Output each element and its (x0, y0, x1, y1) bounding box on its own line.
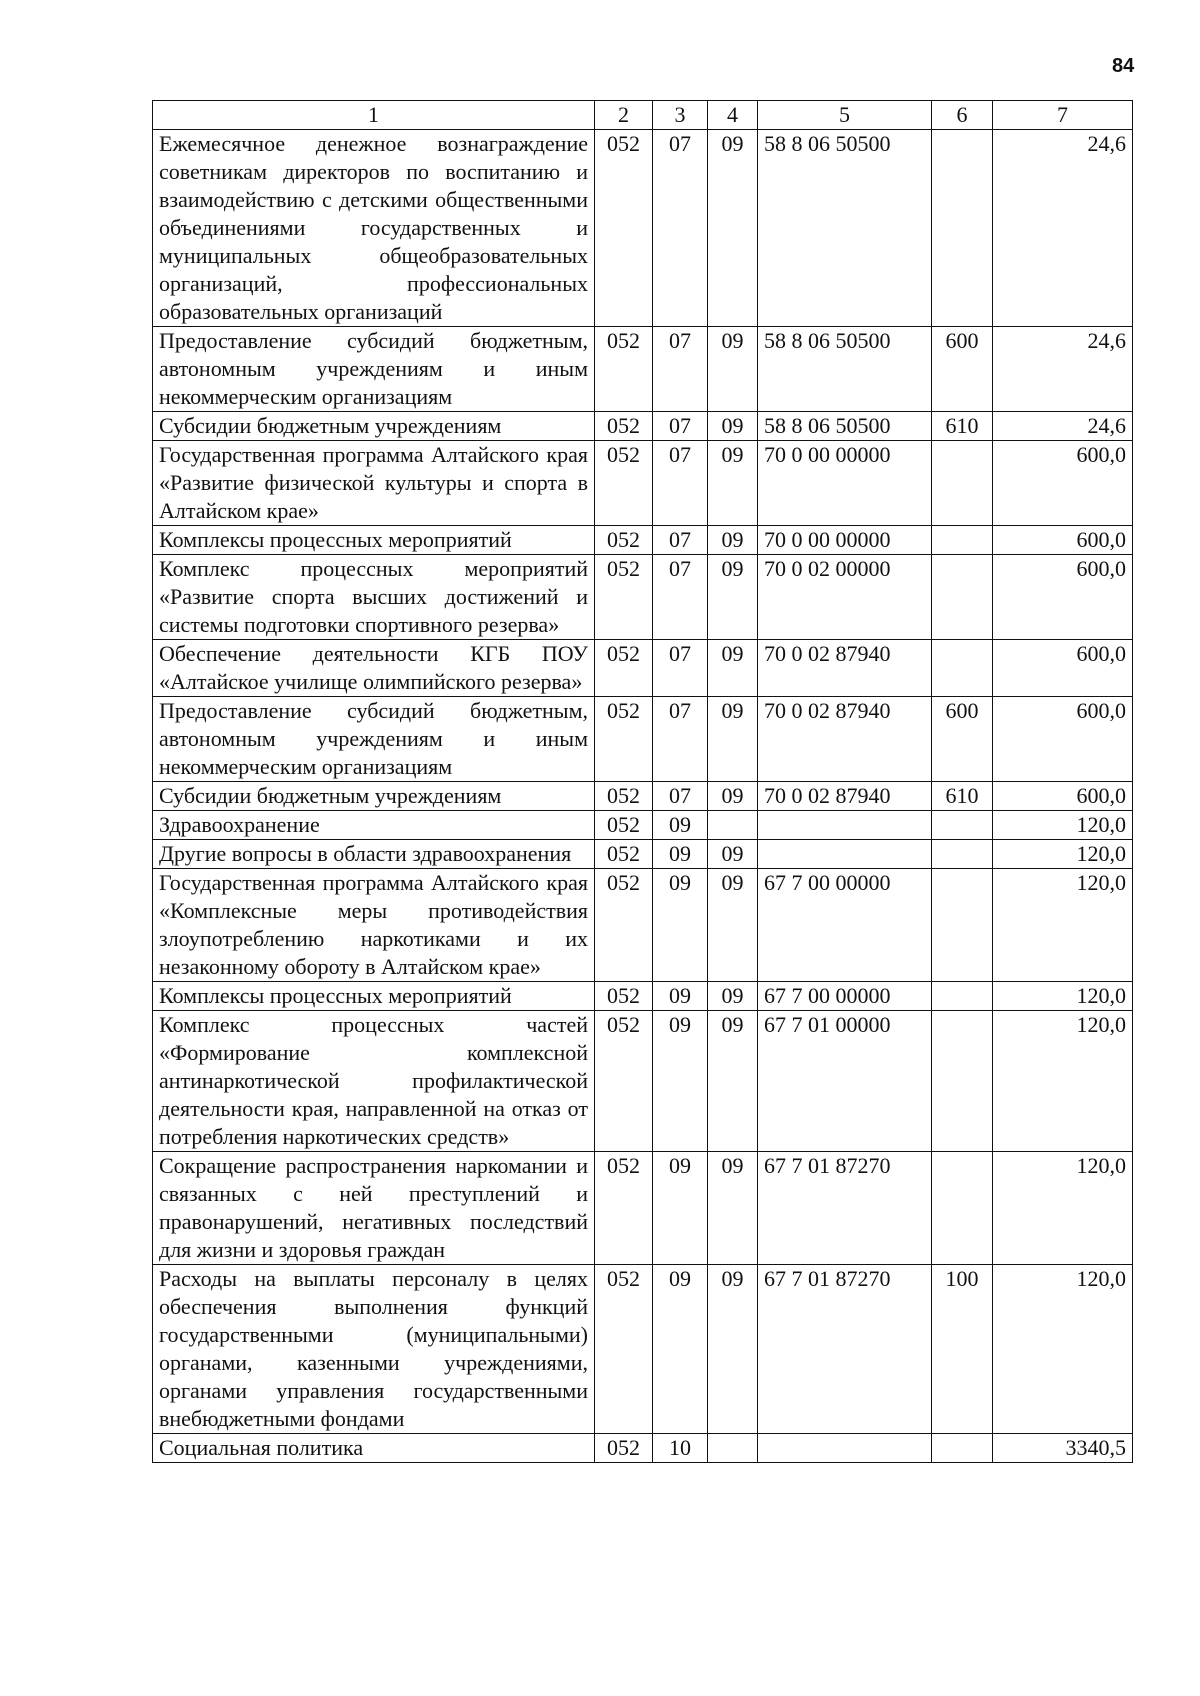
row-col-7: 120,0 (993, 811, 1133, 840)
row-description: Государственная программа Алтайского края «Комплексные меры противодействия злоупотреблению наркотиками и их незаконному обороту в Алтайском крае» (153, 869, 595, 982)
header-col-4: 4 (708, 101, 758, 130)
row-col-3: 07 (653, 640, 708, 697)
row-col-4 (708, 1434, 758, 1463)
table-body (153, 130, 1133, 1463)
row-col-2: 052 (595, 555, 653, 640)
row-col-5 (758, 811, 932, 840)
row-col-7: 600,0 (993, 697, 1133, 782)
row-col-2: 052 (595, 640, 653, 697)
row-col-5: 67 7 01 87270 (758, 1265, 932, 1434)
row-col-2: 052 (595, 1434, 653, 1463)
row-description: Субсидии бюджетным учреждениям (153, 412, 595, 441)
row-col-4: 09 (708, 840, 758, 869)
row-col-2: 052 (595, 840, 653, 869)
row-col-3: 10 (653, 1434, 708, 1463)
row-col-2: 052 (595, 327, 653, 412)
row-col-6: 600 (932, 327, 993, 412)
row-col-7: 24,6 (993, 412, 1133, 441)
row-col-2: 052 (595, 811, 653, 840)
row-col-3: 09 (653, 811, 708, 840)
header-col-2: 2 (595, 101, 653, 130)
row-col-3: 09 (653, 982, 708, 1011)
row-col-6 (932, 840, 993, 869)
row-col-5: 67 7 00 00000 (758, 869, 932, 982)
row-col-7: 120,0 (993, 1265, 1133, 1434)
row-col-5: 67 7 01 00000 (758, 1011, 932, 1152)
row-col-4: 09 (708, 1265, 758, 1434)
table-row (153, 869, 1133, 982)
row-col-3: 07 (653, 555, 708, 640)
row-description: Другие вопросы в области здравоохранения (153, 840, 595, 869)
row-col-7: 600,0 (993, 526, 1133, 555)
row-col-7: 3340,5 (993, 1434, 1133, 1463)
row-col-6 (932, 1011, 993, 1152)
row-col-4: 09 (708, 1152, 758, 1265)
table-row (153, 1152, 1133, 1265)
row-col-7: 600,0 (993, 640, 1133, 697)
table-row (153, 1434, 1133, 1463)
row-col-3: 07 (653, 697, 708, 782)
row-col-4: 09 (708, 640, 758, 697)
row-col-7: 120,0 (993, 1152, 1133, 1265)
row-col-7: 600,0 (993, 782, 1133, 811)
row-col-6 (932, 869, 993, 982)
row-col-2: 052 (595, 412, 653, 441)
row-description: Комплексы процессных мероприятий (153, 982, 595, 1011)
row-col-4: 09 (708, 869, 758, 982)
row-description: Здравоохранение (153, 811, 595, 840)
row-col-5: 70 0 02 87940 (758, 782, 932, 811)
row-col-6: 600 (932, 697, 993, 782)
header-col-7: 7 (993, 101, 1133, 130)
row-col-4: 09 (708, 1011, 758, 1152)
header-col-1: 1 (153, 101, 595, 130)
table-row (153, 526, 1133, 555)
row-description: Комплекс процессных частей «Формирование комплексной антинаркотической профилактической деятельности края, направленной на отказ от потребления наркотических средств» (153, 1011, 595, 1152)
row-col-7: 600,0 (993, 555, 1133, 640)
row-col-5 (758, 840, 932, 869)
table-header-row (153, 101, 1133, 130)
row-col-7: 24,6 (993, 327, 1133, 412)
table-row (153, 130, 1133, 327)
table-row (153, 555, 1133, 640)
row-col-3: 09 (653, 869, 708, 982)
row-col-6 (932, 526, 993, 555)
row-col-6 (932, 1152, 993, 1265)
header-col-5: 5 (758, 101, 932, 130)
row-description: Социальная политика (153, 1434, 595, 1463)
row-col-3: 09 (653, 840, 708, 869)
row-description: Предоставление субсидий бюджетным, автономным учреждениям и иным некоммерческим организациям (153, 327, 595, 412)
row-col-4: 09 (708, 130, 758, 327)
row-description: Комплекс процессных мероприятий «Развитие спорта высших достижений и системы подготовки спортивного резерва» (153, 555, 595, 640)
row-col-4: 09 (708, 982, 758, 1011)
row-col-2: 052 (595, 1152, 653, 1265)
row-col-5: 67 7 00 00000 (758, 982, 932, 1011)
row-col-6 (932, 441, 993, 526)
row-col-2: 052 (595, 1011, 653, 1152)
row-col-7: 120,0 (993, 869, 1133, 982)
table-row (153, 640, 1133, 697)
row-description: Субсидии бюджетным учреждениям (153, 782, 595, 811)
table-row (153, 441, 1133, 526)
row-col-3: 09 (653, 1152, 708, 1265)
table-row (153, 1011, 1133, 1152)
row-col-6 (932, 1434, 993, 1463)
table-row (153, 811, 1133, 840)
row-col-2: 052 (595, 869, 653, 982)
row-col-2: 052 (595, 130, 653, 327)
row-col-6 (932, 811, 993, 840)
row-col-5 (758, 1434, 932, 1463)
row-col-6 (932, 130, 993, 327)
row-col-6: 610 (932, 412, 993, 441)
row-col-2: 052 (595, 982, 653, 1011)
header-col-6: 6 (932, 101, 993, 130)
row-col-4 (708, 811, 758, 840)
row-col-5: 70 0 00 00000 (758, 441, 932, 526)
row-col-5: 70 0 02 87940 (758, 640, 932, 697)
table-row (153, 982, 1133, 1011)
row-col-3: 07 (653, 327, 708, 412)
row-col-3: 07 (653, 782, 708, 811)
row-col-4: 09 (708, 782, 758, 811)
row-description: Государственная программа Алтайского края «Развитие физической культуры и спорта в Алтайском крае» (153, 441, 595, 526)
row-col-6 (932, 640, 993, 697)
row-col-6 (932, 982, 993, 1011)
row-description: Предоставление субсидий бюджетным, автономным учреждениям и иным некоммерческим организациям (153, 697, 595, 782)
row-col-6: 100 (932, 1265, 993, 1434)
row-col-5: 70 0 00 00000 (758, 526, 932, 555)
row-col-7: 120,0 (993, 1011, 1133, 1152)
row-col-6 (932, 555, 993, 640)
row-col-6: 610 (932, 782, 993, 811)
row-col-3: 09 (653, 1265, 708, 1434)
row-col-7: 120,0 (993, 840, 1133, 869)
table-row (153, 327, 1133, 412)
row-col-4: 09 (708, 327, 758, 412)
budget-table (152, 100, 1133, 1463)
table-row (153, 697, 1133, 782)
row-col-7: 600,0 (993, 441, 1133, 526)
row-col-2: 052 (595, 441, 653, 526)
page-number: 84 (1112, 55, 1135, 77)
row-description: Сокращение распространения наркомании и связанных с ней преступлений и правонарушений, негативных последствий для жизни и здоровья граждан (153, 1152, 595, 1265)
row-col-4: 09 (708, 555, 758, 640)
row-col-5: 70 0 02 00000 (758, 555, 932, 640)
table-row (153, 782, 1133, 811)
row-col-4: 09 (708, 441, 758, 526)
row-description: Комплексы процессных мероприятий (153, 526, 595, 555)
row-col-5: 67 7 01 87270 (758, 1152, 932, 1265)
row-col-7: 24,6 (993, 130, 1133, 327)
row-col-3: 07 (653, 526, 708, 555)
row-col-3: 07 (653, 130, 708, 327)
row-col-5: 58 8 06 50500 (758, 327, 932, 412)
row-col-7: 120,0 (993, 982, 1133, 1011)
row-description: Обеспечение деятельности КГБ ПОУ «Алтайское училище олимпийского резерва» (153, 640, 595, 697)
row-col-2: 052 (595, 1265, 653, 1434)
row-col-5: 70 0 02 87940 (758, 697, 932, 782)
row-col-5: 58 8 06 50500 (758, 412, 932, 441)
row-col-4: 09 (708, 697, 758, 782)
row-col-2: 052 (595, 782, 653, 811)
table-row (153, 840, 1133, 869)
row-col-5: 58 8 06 50500 (758, 130, 932, 327)
row-col-4: 09 (708, 412, 758, 441)
table-row (153, 412, 1133, 441)
row-description: Ежемесячное денежное вознаграждение советникам директоров по воспитанию и взаимодействию с детскими общественными объединениями государственных и муниципальных общеобразовательных организаций, профессиональных образовательных организаций (153, 130, 595, 327)
row-col-2: 052 (595, 697, 653, 782)
row-col-3: 09 (653, 1011, 708, 1152)
table-row (153, 1265, 1133, 1434)
row-col-3: 07 (653, 412, 708, 441)
row-description: Расходы на выплаты персоналу в целях обеспечения выполнения функций государственными (муниципальными) органами, казенными учреждениями, органами управления государственными внебюджетными фондами (153, 1265, 595, 1434)
row-col-4: 09 (708, 526, 758, 555)
row-col-2: 052 (595, 526, 653, 555)
header-col-3: 3 (653, 101, 708, 130)
row-col-3: 07 (653, 441, 708, 526)
